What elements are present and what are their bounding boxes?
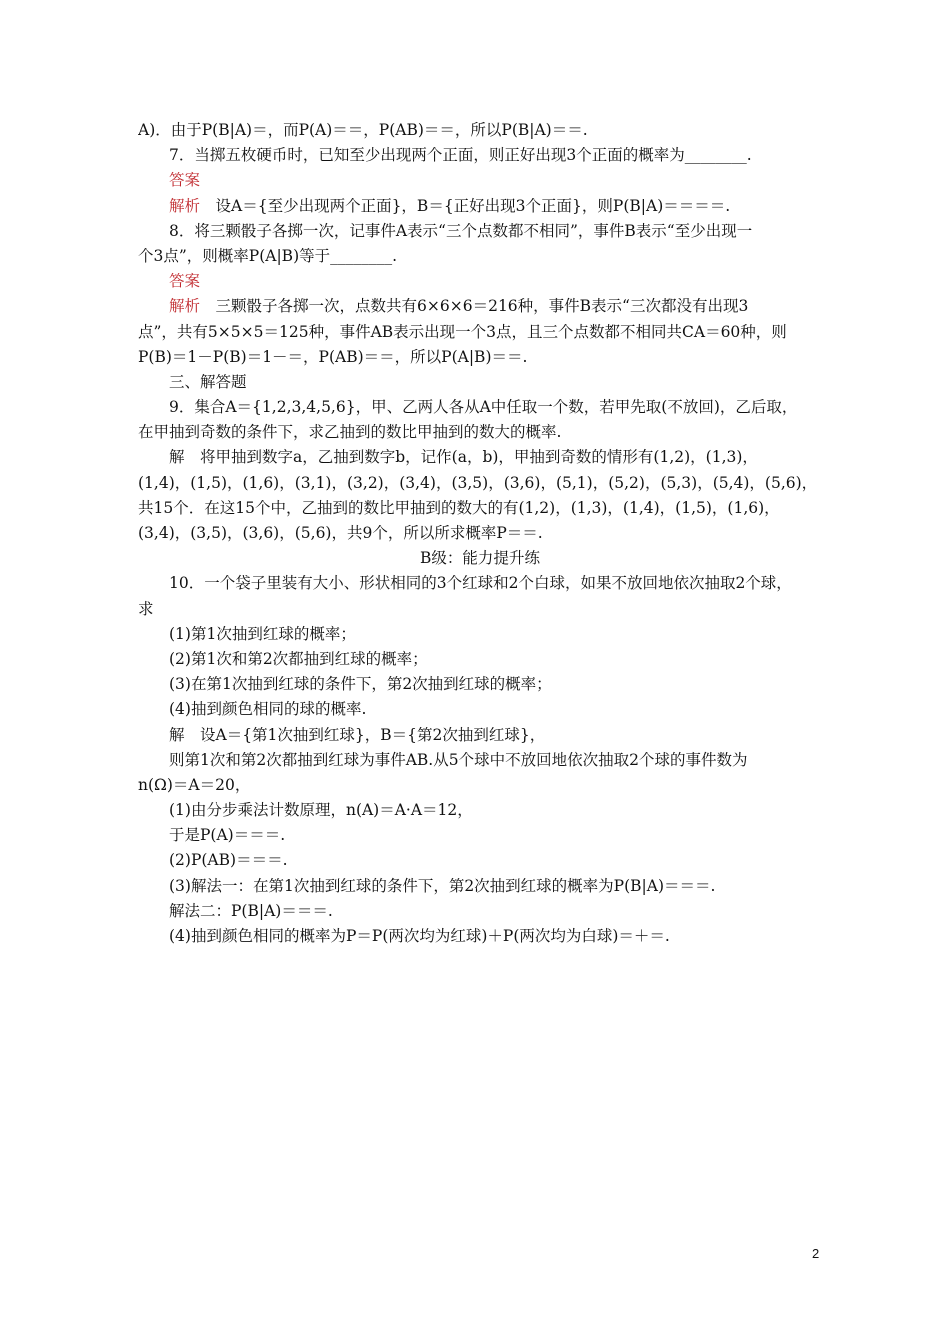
text-line	[138, 571, 822, 596]
text-line	[138, 899, 822, 924]
text-line	[138, 445, 822, 470]
answer-line	[138, 269, 822, 294]
line-text: 7．当掷五枚硬币时，已知至少出现两个正面，则正好出现3个正面的概率为________.	[169, 146, 752, 165]
line-text: (1)由分步乘法计数原理，n(A)＝A·A＝12，	[169, 801, 473, 820]
analysis-label: 解析	[169, 297, 201, 316]
text-line	[138, 748, 822, 773]
text-line	[138, 118, 822, 143]
line-text: 解 将甲抽到数字a，乙抽到数字b，记作(a，b)，甲抽到奇数的情形有(1,2)，(1,3)，	[169, 448, 758, 467]
line-text: 8．将三颗骰子各掷一次，记事件A表示“三个点数都不相同”，事件B表示“至少出现一	[169, 221, 753, 240]
text-line	[138, 143, 822, 168]
text-line	[138, 471, 822, 496]
text-line	[138, 672, 822, 697]
answer-label: 答案	[169, 272, 201, 291]
line-text: 个3点”，则概率P(A|B)等于________.	[138, 246, 398, 265]
answer-label: 答案	[169, 171, 201, 190]
line-text: A)．由于P(B|A)＝，而P(A)＝＝，P(AB)＝＝，所以P(B|A)＝＝.	[138, 121, 588, 139]
line-text: 解 设A＝{第1次抽到红球}，B＝{第2次抽到红球}，	[169, 725, 546, 744]
text-line	[138, 924, 822, 949]
line-text: (3)解法一：在第1次抽到红球的条件下，第2次抽到红球的概率为P(B|A)＝＝＝.	[169, 876, 716, 895]
answer-line	[138, 194, 822, 219]
text-line	[138, 697, 822, 722]
page-number: 2	[812, 1246, 820, 1261]
line-text: 9．集合A＝{1,2,3,4,5,6}，甲、乙两人各从A中任取一个数，若甲先取(不放回)，乙后取，	[169, 398, 798, 417]
line-text: (3)在第1次抽到红球的条件下，第2次抽到红球的概率；	[169, 675, 552, 694]
text-line	[138, 219, 822, 244]
line-text: 于是P(A)＝＝＝.	[169, 826, 286, 845]
line-text: (3,4)，(3,5)，(3,6)，(5,6)，共9个，所以所求概率P＝＝.	[138, 524, 543, 542]
text-line	[138, 244, 822, 269]
line-text: 设A＝{至少出现两个正面}，B＝{正好出现3个正面}，则P(B|A)＝＝＝＝.	[200, 196, 731, 215]
line-text: B级：能力提升练	[420, 549, 540, 568]
line-text: 共15个．在这15个中，乙抽到的数比甲抽到的数大的有(1,2)，(1,3)，(1,4)，(1,5)，(1,6)，	[138, 498, 780, 517]
line-text: 三颗骰子各掷一次，点数共有6×6×6＝216种，事件B表示“三次都没有出现3	[200, 297, 749, 316]
text-line	[138, 496, 822, 521]
line-text: 在甲抽到奇数的条件下，求乙抽到的数比甲抽到的数大的概率.	[138, 423, 562, 442]
text-line	[138, 798, 822, 823]
text-line	[138, 874, 822, 899]
line-text: 则第1次和第2次都抽到红球为事件AB.从5个球中不放回地依次抽取2个球的事件数为	[169, 750, 748, 769]
text-line	[138, 848, 822, 873]
text-line	[138, 823, 822, 848]
text-line	[138, 370, 822, 395]
line-text: 解法二：P(B|A)＝＝＝.	[169, 901, 333, 920]
answer-line	[138, 168, 822, 193]
text-line	[138, 723, 822, 748]
text-line	[138, 395, 822, 420]
text-line	[138, 345, 822, 370]
analysis-label: 解析	[169, 196, 201, 215]
page-content	[138, 118, 822, 949]
text-line	[138, 320, 822, 345]
line-text: (1)第1次抽到红球的概率；	[169, 624, 356, 643]
text-line	[138, 420, 822, 445]
line-text: 点”，共有5×5×5＝125种，事件AB表示出现一个3点，且三个点数都不相同共CA＝60种，则	[138, 322, 787, 341]
text-line	[138, 597, 822, 622]
line-text: (4)抽到颜色相同的球的概率.	[169, 700, 367, 719]
line-text: n(Ω)＝A＝20，	[138, 775, 251, 794]
line-text: (4)抽到颜色相同的概率为P＝P(两次均为红球)＋P(两次均为白球)＝＋＝.	[169, 927, 670, 945]
text-line	[138, 521, 822, 546]
text-line	[138, 773, 822, 798]
line-text: 求	[138, 599, 154, 618]
answer-line	[138, 294, 822, 319]
line-text: 三、解答题	[169, 372, 247, 391]
line-text: (2)P(AB)＝＝＝.	[169, 851, 288, 870]
line-text: P(B)＝1－P(B)＝1－＝，P(AB)＝＝，所以P(A|B)＝＝.	[138, 347, 528, 366]
line-text: (1,4)，(1,5)，(1,6)，(3,1)，(3,2)，(3,4)，(3,5)，(3,6)，(5,1)，(5,2)，(5,3)，(5,4)，(5,6)，	[138, 473, 818, 492]
text-line	[138, 622, 822, 647]
text-line	[138, 546, 822, 571]
line-text: 10．一个袋子里装有大小、形状相同的3个红球和2个白球，如果不放回地依次抽取2个球，	[169, 574, 792, 593]
text-line	[138, 647, 822, 672]
line-text: (2)第1次和第2次都抽到红球的概率；	[169, 649, 428, 668]
